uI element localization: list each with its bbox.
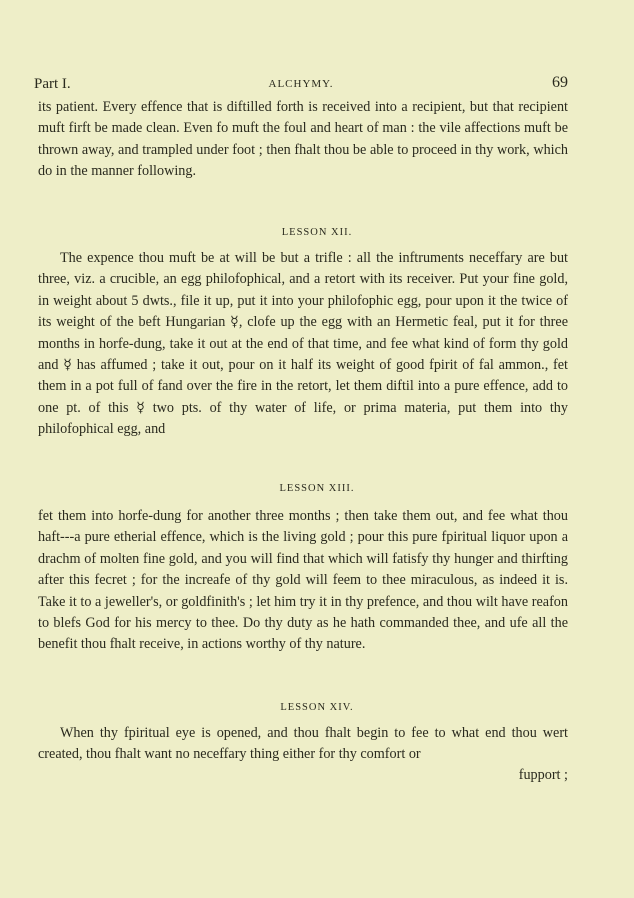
running-header [34,76,568,96]
lesson-13-heading: LESSON XIII. [279,483,355,494]
paragraph-1: its patient. Every effence that is diftilled forth is received into a recipient, but that recipient muft firft be made clean. Even fo muft the foul and heart of man : the vile affections muft be thrown away, and trampled under foot ; then fhalt thou be able to proceed in thy work, which do in the manner following. [38,99,568,180]
header-part: Part I. [34,76,71,92]
lesson-12-heading: LESSON XII. [281,227,353,238]
paragraph-2: The expence thou muft be at will be but a trifle : all the inftruments neceffary are but three, viz. a crucible, an egg philofophical, and a retort with its receiver. Put your fine gold, in weight about 5 dwts., file it up, put it into your philofophic egg, pour upon it the twice of its weight of the beft Hungarian ☿, clofe up the egg with an Hermetic feal, put it for three months in horfe-dung, take it out at the end of that time, and fee what kind of form thy gold and ☿ has affumed ; take it out, pour on it half its weight of good fpirit of fal ammon., fet them in a pot full of fand over the fire in the retort, let them diftil into a pure effence, add to one pt. of this ☿ two pts. of thy water of life, or prima materia, put them into thy philofophical egg, and [38,250,568,438]
page-number: 69 [552,74,568,91]
lesson-14-heading: LESSON XIV. [280,702,354,713]
paragraph-4: When thy fpiritual eye is opened, and thou fhalt begin to fee to what end thou wert created, thou fhalt want no neceffary thing either for thy comfort or [38,725,568,763]
header-title: ALCHYMY. [268,78,334,90]
catchword: fupport ; [518,767,568,783]
paragraph-3: fet them into horfe-dung for another three months ; then take them out, and fee what thou haft---a pure etherial effence, which is the living gold ; pour this pure fpiritual liquor upon a drachm of molten fine gold, and you will find that which will fatisfy thy hunger and thirfting after this fecret ; for the increafe of thy gold will feem to thee miraculous, as indeed it is. Take it to a jeweller's, or goldfinith's ; let him try it in thy prefence, and thou wilt have reafon to blefs God for his mercy to thee. Do thy duty as he hath commanded thee, and ufe all the benefit thou fhalt receive, in actions worthy of thy nature. [38,508,568,653]
